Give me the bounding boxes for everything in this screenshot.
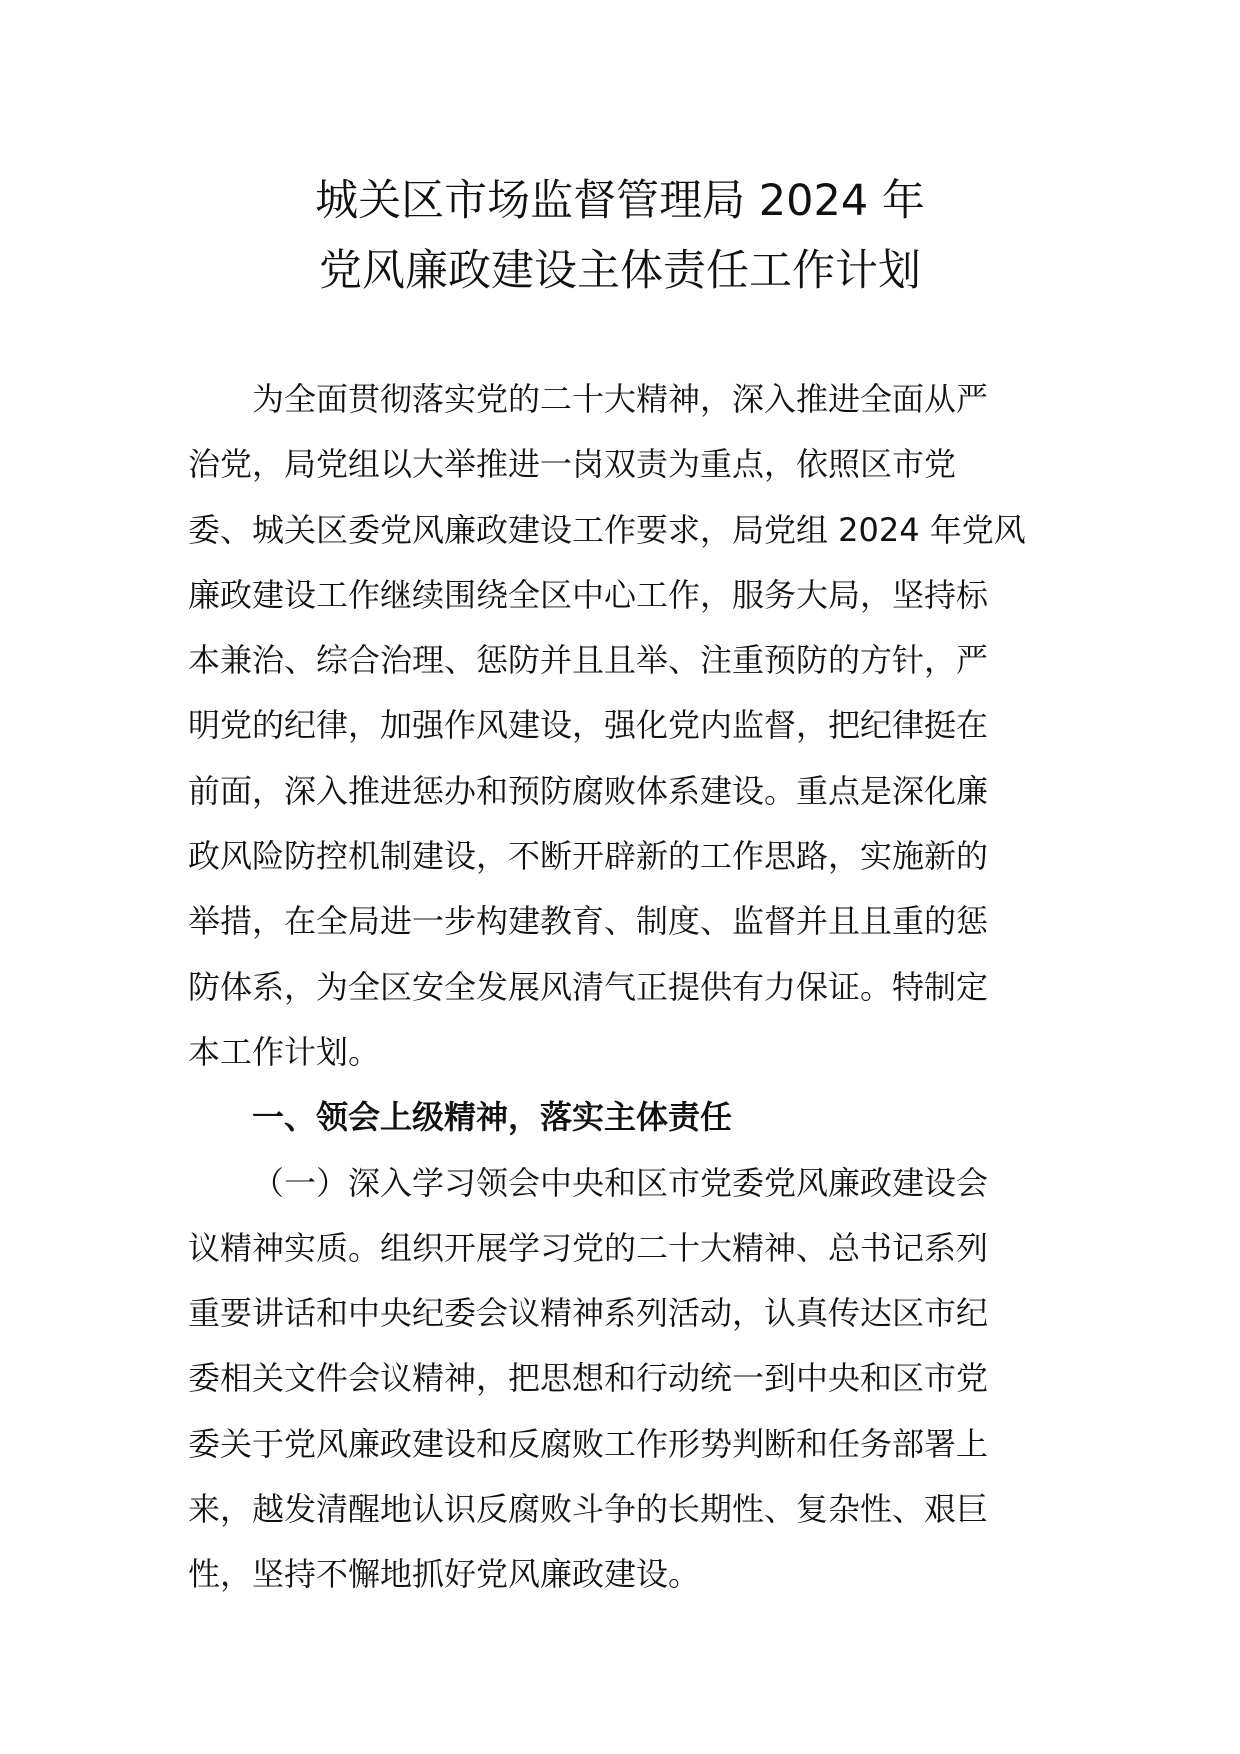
paragraph-line: 委、城关区委党风廉政建设工作要求，局党组 2024 年党风 [188, 510, 1026, 549]
paragraph-line: 政风险防控机制建设，不断开辟新的工作思路，实施新的 [188, 837, 989, 876]
paragraph-line: 治党，局党组以大举推进一岗双责为重点，依照区市党 [188, 445, 957, 484]
paragraph-line: 委相关文件会议精神，把思想和行动统一到中央和区市党 [188, 1359, 989, 1398]
paragraph-line: 前面，深入推进惩办和预防腐败体系建设。重点是深化廉 [188, 771, 989, 810]
paragraph-line: 明党的纪律，加强作风建设，强化党内监督，把纪律挺在 [188, 706, 989, 745]
paragraph-line: 来，越发清醒地认识反腐败斗争的长期性、复杂性、艰巨 [188, 1490, 989, 1529]
document-title [0, 166, 1240, 306]
paragraph-line: 举措，在全局进一步构建教育、制度、监督并且且重的惩 [188, 902, 989, 941]
paragraph-line: 议精神实质。组织开展学习党的二十大精神、总书记系列 [188, 1228, 989, 1267]
title-line-2: 党风廉政建设主体责任工作计划 [319, 246, 921, 296]
title-line-1: 城关区市场监督管理局 2024 年 [315, 176, 925, 226]
paragraph-line: 防体系，为全区安全发展风清气正提供有力保证。特制定 [188, 967, 989, 1006]
paragraph-line: 本兼治、综合治理、惩防并且且举、注重预防的方针，严 [188, 641, 989, 680]
paragraph-line: 委关于党风廉政建设和反腐败工作形势判断和任务部署上 [188, 1424, 989, 1463]
paragraph-line: 廉政建设工作继续围绕全区中心工作，服务大局，坚持标 [188, 575, 989, 614]
document-body [188, 367, 1058, 1608]
paragraph-line: 性，坚持不懈地抓好党风廉政建设。 [188, 1555, 701, 1594]
section-heading: 一、领会上级精神，落实主体责任 [252, 1098, 733, 1137]
paragraph-line: 本工作计划。 [188, 1032, 381, 1071]
paragraph-line: 重要讲话和中央纪委会议精神系列活动，认真传达区市纪 [188, 1294, 989, 1333]
paragraph-line: （一）深入学习领会中央和区市党委党风廉政建设会 [252, 1163, 989, 1202]
paragraph-line: 为全面贯彻落实党的二十大精神，深入推进全面从严 [252, 380, 989, 418]
